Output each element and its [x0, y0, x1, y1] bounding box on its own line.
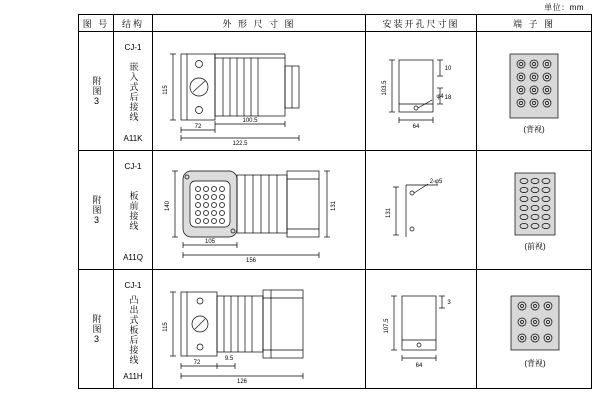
row1-terminal-drawing [477, 32, 592, 151]
table-body [79, 32, 592, 389]
row2-dim-label-131: 131 [331, 200, 337, 212]
row1-structure-inner [114, 32, 152, 150]
row2-terminal-canvas [477, 151, 591, 269]
row2-dimension-drawing [153, 151, 366, 270]
row1-figure-no-wrap [79, 76, 113, 107]
row1-dimension-svg [153, 32, 365, 150]
row1-dim-label-1225: 122.5 [232, 141, 248, 147]
row3-mounting-canvas [366, 270, 476, 388]
header-cell-terminal: 端 子 图 [477, 15, 592, 32]
row2-mount-label-2phi5: 2-φ5 [429, 179, 443, 185]
row1-mounting-drawing [366, 32, 477, 151]
header-cell-dimension: 外 形 尺 寸 图 [153, 15, 366, 32]
row2-structure-type: 板前接线 [128, 191, 139, 231]
row3-structure-code: A11H [123, 372, 143, 381]
row3-mount-label-1075: 107.5 [384, 318, 390, 334]
row2-structure-model: CJ-1 [124, 162, 142, 171]
row2-mounting-drawing [366, 151, 477, 270]
row2-mount-label-131: 131 [386, 207, 392, 219]
table-row [79, 32, 592, 151]
row3-terminal-drawing [477, 270, 592, 389]
row3-figure-no-wrap [79, 314, 113, 345]
row1-terminal-svg [477, 32, 591, 150]
row1-mounting-svg [366, 32, 476, 150]
row1-terminal-canvas [477, 32, 591, 150]
row2-structure-code: A11Q [123, 253, 143, 262]
row2-structure-type-wrap [114, 175, 152, 247]
specification-table [78, 14, 592, 389]
row1-mount-label-phi4: φ4 [436, 94, 444, 100]
row3-terminal-svg [477, 270, 591, 388]
row1-mount-label-10: 10 [444, 66, 452, 72]
row2-figure-no [79, 151, 114, 270]
header-cell-structure: 结构 [114, 15, 153, 32]
row3-terminal-canvas [477, 270, 591, 388]
row1-terminal-caption: (背视) [523, 125, 545, 134]
row2-terminal-drawing [477, 151, 592, 270]
table-header-row [79, 15, 592, 32]
row1-mount-label-18: 18 [444, 95, 452, 101]
row3-dim-label-72: 72 [193, 360, 201, 366]
row3-dimension-svg [153, 270, 365, 388]
row3-structure-type: 凸出式板后接线 [128, 295, 139, 365]
row2-structure-inner [114, 151, 152, 269]
row2-dimension-canvas [153, 151, 365, 269]
table-row [79, 270, 592, 389]
row3-structure-type-wrap [114, 294, 152, 366]
row3-dim-label-115: 115 [163, 322, 169, 332]
row2-dim-label-105: 105 [204, 239, 216, 245]
row1-dim-label-115: 115 [163, 85, 169, 95]
row1-dimension-drawing [153, 32, 366, 151]
row1-mount-label-1035: 103.5 [382, 80, 388, 96]
row2-terminal-caption: (前视) [524, 242, 546, 251]
header-cell-mounting: 安装开孔尺寸图 [366, 15, 477, 32]
row2-dim-label-140: 140 [165, 200, 171, 212]
row1-structure-model: CJ-1 [124, 43, 142, 52]
row3-dim-label-126: 126 [236, 379, 248, 385]
row1-dimension-canvas [153, 32, 365, 150]
row3-figure-no [79, 270, 114, 389]
table-row [79, 151, 592, 270]
row2-figure-no-text: 附图3 [91, 194, 102, 226]
row3-structure-model: CJ-1 [124, 281, 142, 290]
row1-dim-label-72: 72 [194, 124, 202, 130]
row1-structure-type-wrap [114, 56, 152, 128]
row2-figure-no-wrap [79, 195, 113, 226]
row3-dim-label-95: 9.5 [224, 356, 234, 362]
row1-figure-no [79, 32, 114, 151]
row2-terminal-svg [477, 151, 591, 269]
row3-dimension-canvas [153, 270, 365, 388]
row1-mount-label-64: 64 [412, 124, 420, 130]
unit-note: 单位：mm [544, 3, 584, 12]
row2-mounting-canvas [366, 151, 476, 269]
row3-mount-label-64: 64 [415, 363, 423, 369]
row2-dimension-svg [153, 151, 365, 269]
row1-figure-no-text: 附图3 [91, 75, 102, 107]
row1-dim-label-1005: 100.5 [242, 118, 258, 124]
row3-structure [114, 270, 153, 389]
row3-mounting-drawing [366, 270, 477, 389]
row2-structure [114, 151, 153, 270]
row3-structure-inner [114, 270, 152, 388]
row3-figure-no-text: 附图3 [91, 313, 102, 345]
row3-mount-label-3: 3 [447, 300, 451, 306]
row1-structure [114, 32, 153, 151]
row3-mounting-svg [366, 270, 476, 388]
table-header [79, 15, 592, 32]
row2-mounting-svg [366, 151, 476, 269]
row1-structure-code: A11K [123, 134, 143, 143]
row1-mounting-canvas [366, 32, 476, 150]
row1-structure-type: 嵌入式后接线 [128, 62, 139, 122]
header-cell-no: 图 号 [79, 15, 114, 32]
row3-dimension-drawing [153, 270, 366, 389]
row3-terminal-caption: (背视) [524, 359, 546, 368]
row2-dim-label-156: 156 [245, 258, 257, 264]
